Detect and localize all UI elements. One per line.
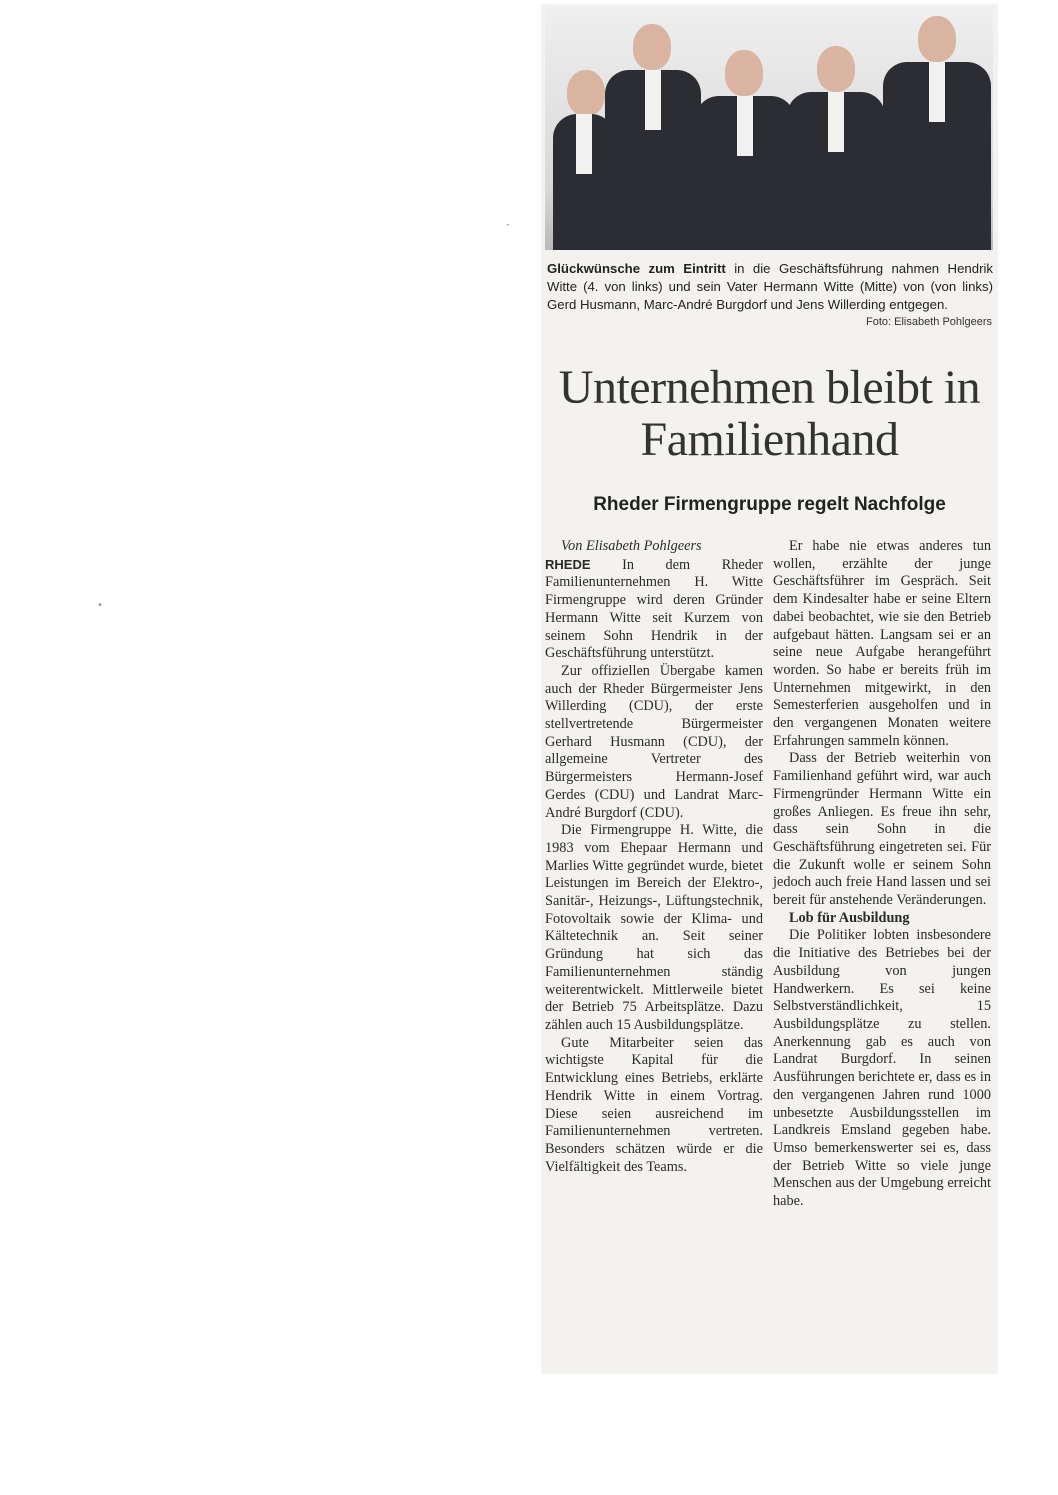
scan-speck: • bbox=[97, 600, 103, 611]
paragraph: Dass der Betrieb weiterhin von Familienhand geführt wird, war auch Firmengründer Hermann Witte ein großes Anliegen. Es freue ihn sehr, dass sein Sohn in die Geschäftsführung eingetreten sei. Für die Zukunft wolle er seinem Sohn jedoch auch freie Hand lassen und sei bereit für anstehende Veränderungen. bbox=[773, 750, 991, 909]
person-figure bbox=[695, 50, 795, 250]
dateline: RHEDE bbox=[545, 556, 591, 572]
paragraph: Gute Mitarbeiter seien das wichtigste Kapital für die Entwicklung eines Betriebs, erklärte Hendrik Witte in einem Vortrag. Diese seien ausreichend im Familienunternehmen vertreten. Besonders schätzen würde er die Vielfältigkeit des Teams. bbox=[545, 1034, 763, 1175]
subheadline: Rheder Firmengruppe regelt Nachfolge bbox=[593, 494, 946, 515]
caption-lead: Glückwünsche zum Eintritt bbox=[547, 261, 726, 276]
headline: Unternehmen bleibt in Familienhand bbox=[558, 361, 981, 466]
article-column-left bbox=[545, 538, 763, 1176]
photo-credit: Foto: Elisabeth Pohlgeers bbox=[866, 316, 992, 328]
scan-speck: • bbox=[506, 222, 510, 229]
paragraph: Zur offiziellen Übergabe kamen auch der Rheder Bürgermeister Jens Willerding (CDU), der erste stellvertretende Bürgermeister Gerhard Husmann (CDU), der allgemeine Vertreter des Bürgermeisters Hermann-Josef Gerdes (CDU) und Landrat Marc-André Burgdorf (CDU). bbox=[545, 662, 763, 821]
person-figure bbox=[605, 24, 701, 250]
paragraph: Die Firmengruppe H. Witte, die 1983 vom Ehepaar Hermann und Marlies Witte gegründet wurde, bietet Leistungen im Bereich der Elektro-, Sanitär-, Heizungs-, Lüftungstechnik, Fotovoltaik sowie der Klima- und Kältetechnik an. Seit seiner Gründung hat sich das Familienunternehmen ständig weiterentwickelt. Mittlerweile bietet der Betrieb 75 Arbeitsplätze. Dazu zählen auch 15 Ausbildungsplätze. bbox=[545, 822, 763, 1033]
group-photo bbox=[545, 6, 993, 250]
photo-caption bbox=[547, 260, 993, 314]
caption-text: in die Geschäftsführung nahmen Hendrik Witte (4. von links) und sein Vater Hermann Witte (Mitte) von (von links) Gerd Husmann, Marc-André Burgdorf und Jens Willerding entgegen. bbox=[547, 261, 993, 312]
paragraph bbox=[545, 556, 763, 663]
person-figure bbox=[787, 46, 885, 250]
person-figure bbox=[883, 16, 991, 250]
paragraph: Die Politiker lobten insbesondere die Initiative des Betriebes bei der Ausbildung von jungen Handwerkern. Es sei keine Selbstverständlichkeit, 15 Ausbildungsplätze zu stellen. Anerkennung gab es auch von Landrat Burgdorf. In seinen Ausführungen berichtete er, dass es in den vergangenen Jahren rund 1000 unbesetzte Ausbildungsstellen im Landkreis Emsland gegeben habe. Umso bemerkenswerter sei es, dass der Betrieb Witte so viele junge Menschen aus der Umgebung erreicht habe. bbox=[773, 927, 991, 1210]
paragraph-text: In dem Rheder Familienunternehmen H. Witte Firmengruppe wird deren Gründer Hermann Witte seit Kurzem von seinem Sohn Hendrik in der Geschäftsführung unterstützt. bbox=[545, 556, 763, 662]
paragraph: Er habe nie etwas anderes tun wollen, erzählte der junge Geschäftsführer im Gespräch. Seit dem Kindesalter habe er seine Eltern dabei beobachtet, wie sie den Betrieb aufgebaut hätten. Langsam sei er an seine neue Aufgabe herangeführt worden. So habe er bereits früh im Unternehmen mitgewirkt, in den Semesterferien ausgeholfen und in den vergangenen Monaten weitere Erfahrungen sammeln können. bbox=[773, 538, 991, 749]
newspaper-clipping bbox=[541, 4, 998, 1374]
article-column-right bbox=[773, 538, 991, 1211]
section-subtitle: Lob für Ausbildung bbox=[789, 909, 910, 926]
byline: Von Elisabeth Pohlgeers bbox=[561, 538, 702, 554]
